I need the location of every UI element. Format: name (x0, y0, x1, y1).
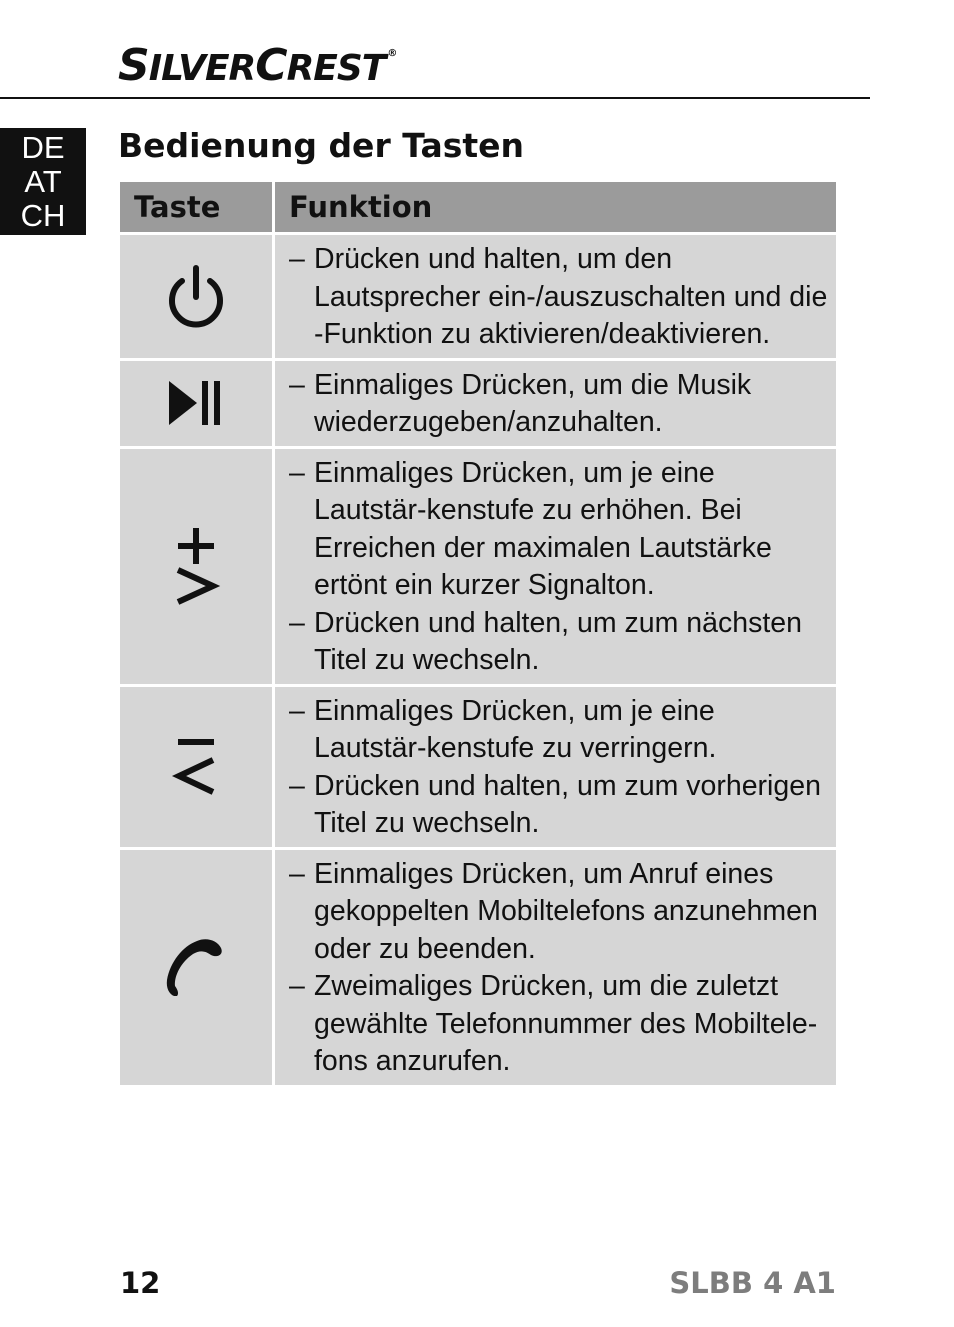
key-cell (120, 358, 275, 446)
function-cell (275, 446, 836, 684)
power-icon (165, 263, 227, 329)
function-cell (275, 232, 836, 358)
table-row (120, 446, 836, 684)
key-cell (120, 684, 275, 847)
key-cell (120, 847, 275, 1085)
list-item: – Drücken und halten, um den Lautsprecher ein-/auszuschalten und die -Funktion zu aktivieren/deaktivieren. (289, 243, 828, 350)
list-item: – Einmaliges Drücken, um Anruf eines gekoppelten Mobiltelefons anzunehmen oder zu beenden. (289, 857, 818, 965)
table-row (120, 358, 836, 446)
table-row (120, 847, 836, 1085)
list-item: – Einmaliges Drücken, um die Musik wiederzugeben/anzuhalten. (289, 368, 752, 438)
table-header-row (120, 182, 836, 232)
function-cell (275, 358, 836, 446)
language-ch: CH (20, 197, 66, 233)
button-function-table (120, 182, 836, 1085)
model-number: SLBB 4 A1 (669, 1266, 836, 1300)
function-cell (275, 684, 836, 847)
phone-icon (161, 932, 231, 1002)
language-at: AT (24, 163, 62, 199)
page-number: 12 (120, 1266, 161, 1300)
list-item: – Drücken und halten, um zum vorherigen Titel zu wechseln. (289, 769, 821, 839)
list-item: – Einmaliges Drücken, um je eine Lautstär-kenstufe zu verringern. (289, 694, 717, 764)
list-item: – Zweimaliges Drücken, um die zuletzt gewählte Telefonnummer des Mobiltele-fons anzurufen. (289, 970, 818, 1077)
table-row (120, 232, 836, 358)
language-tab (0, 128, 86, 235)
list-item: – Drücken und halten, um zum nächsten Titel zu wechseln. (289, 606, 802, 676)
volume-down-icon (171, 736, 221, 798)
volume-up-icon (171, 526, 221, 606)
section-title: Bedienung der Tasten (118, 126, 525, 165)
header-function: Funktion (275, 182, 836, 232)
language-de: DE (21, 129, 65, 165)
play-pause-icon (167, 378, 225, 428)
key-cell (120, 446, 275, 684)
list-item: – Einmaliges Drücken, um je eine Lautstär-kenstufe zu erhöhen. Bei Erreichen der maximalen Lautstärke ertönt ein kurzer Signalton. (289, 456, 772, 601)
key-cell (120, 232, 275, 358)
header-rule (0, 97, 870, 99)
table-row (120, 684, 836, 847)
function-cell (275, 847, 836, 1085)
brand-logo: SILVERCREST ® (118, 40, 397, 91)
header-key: Taste (120, 182, 275, 232)
